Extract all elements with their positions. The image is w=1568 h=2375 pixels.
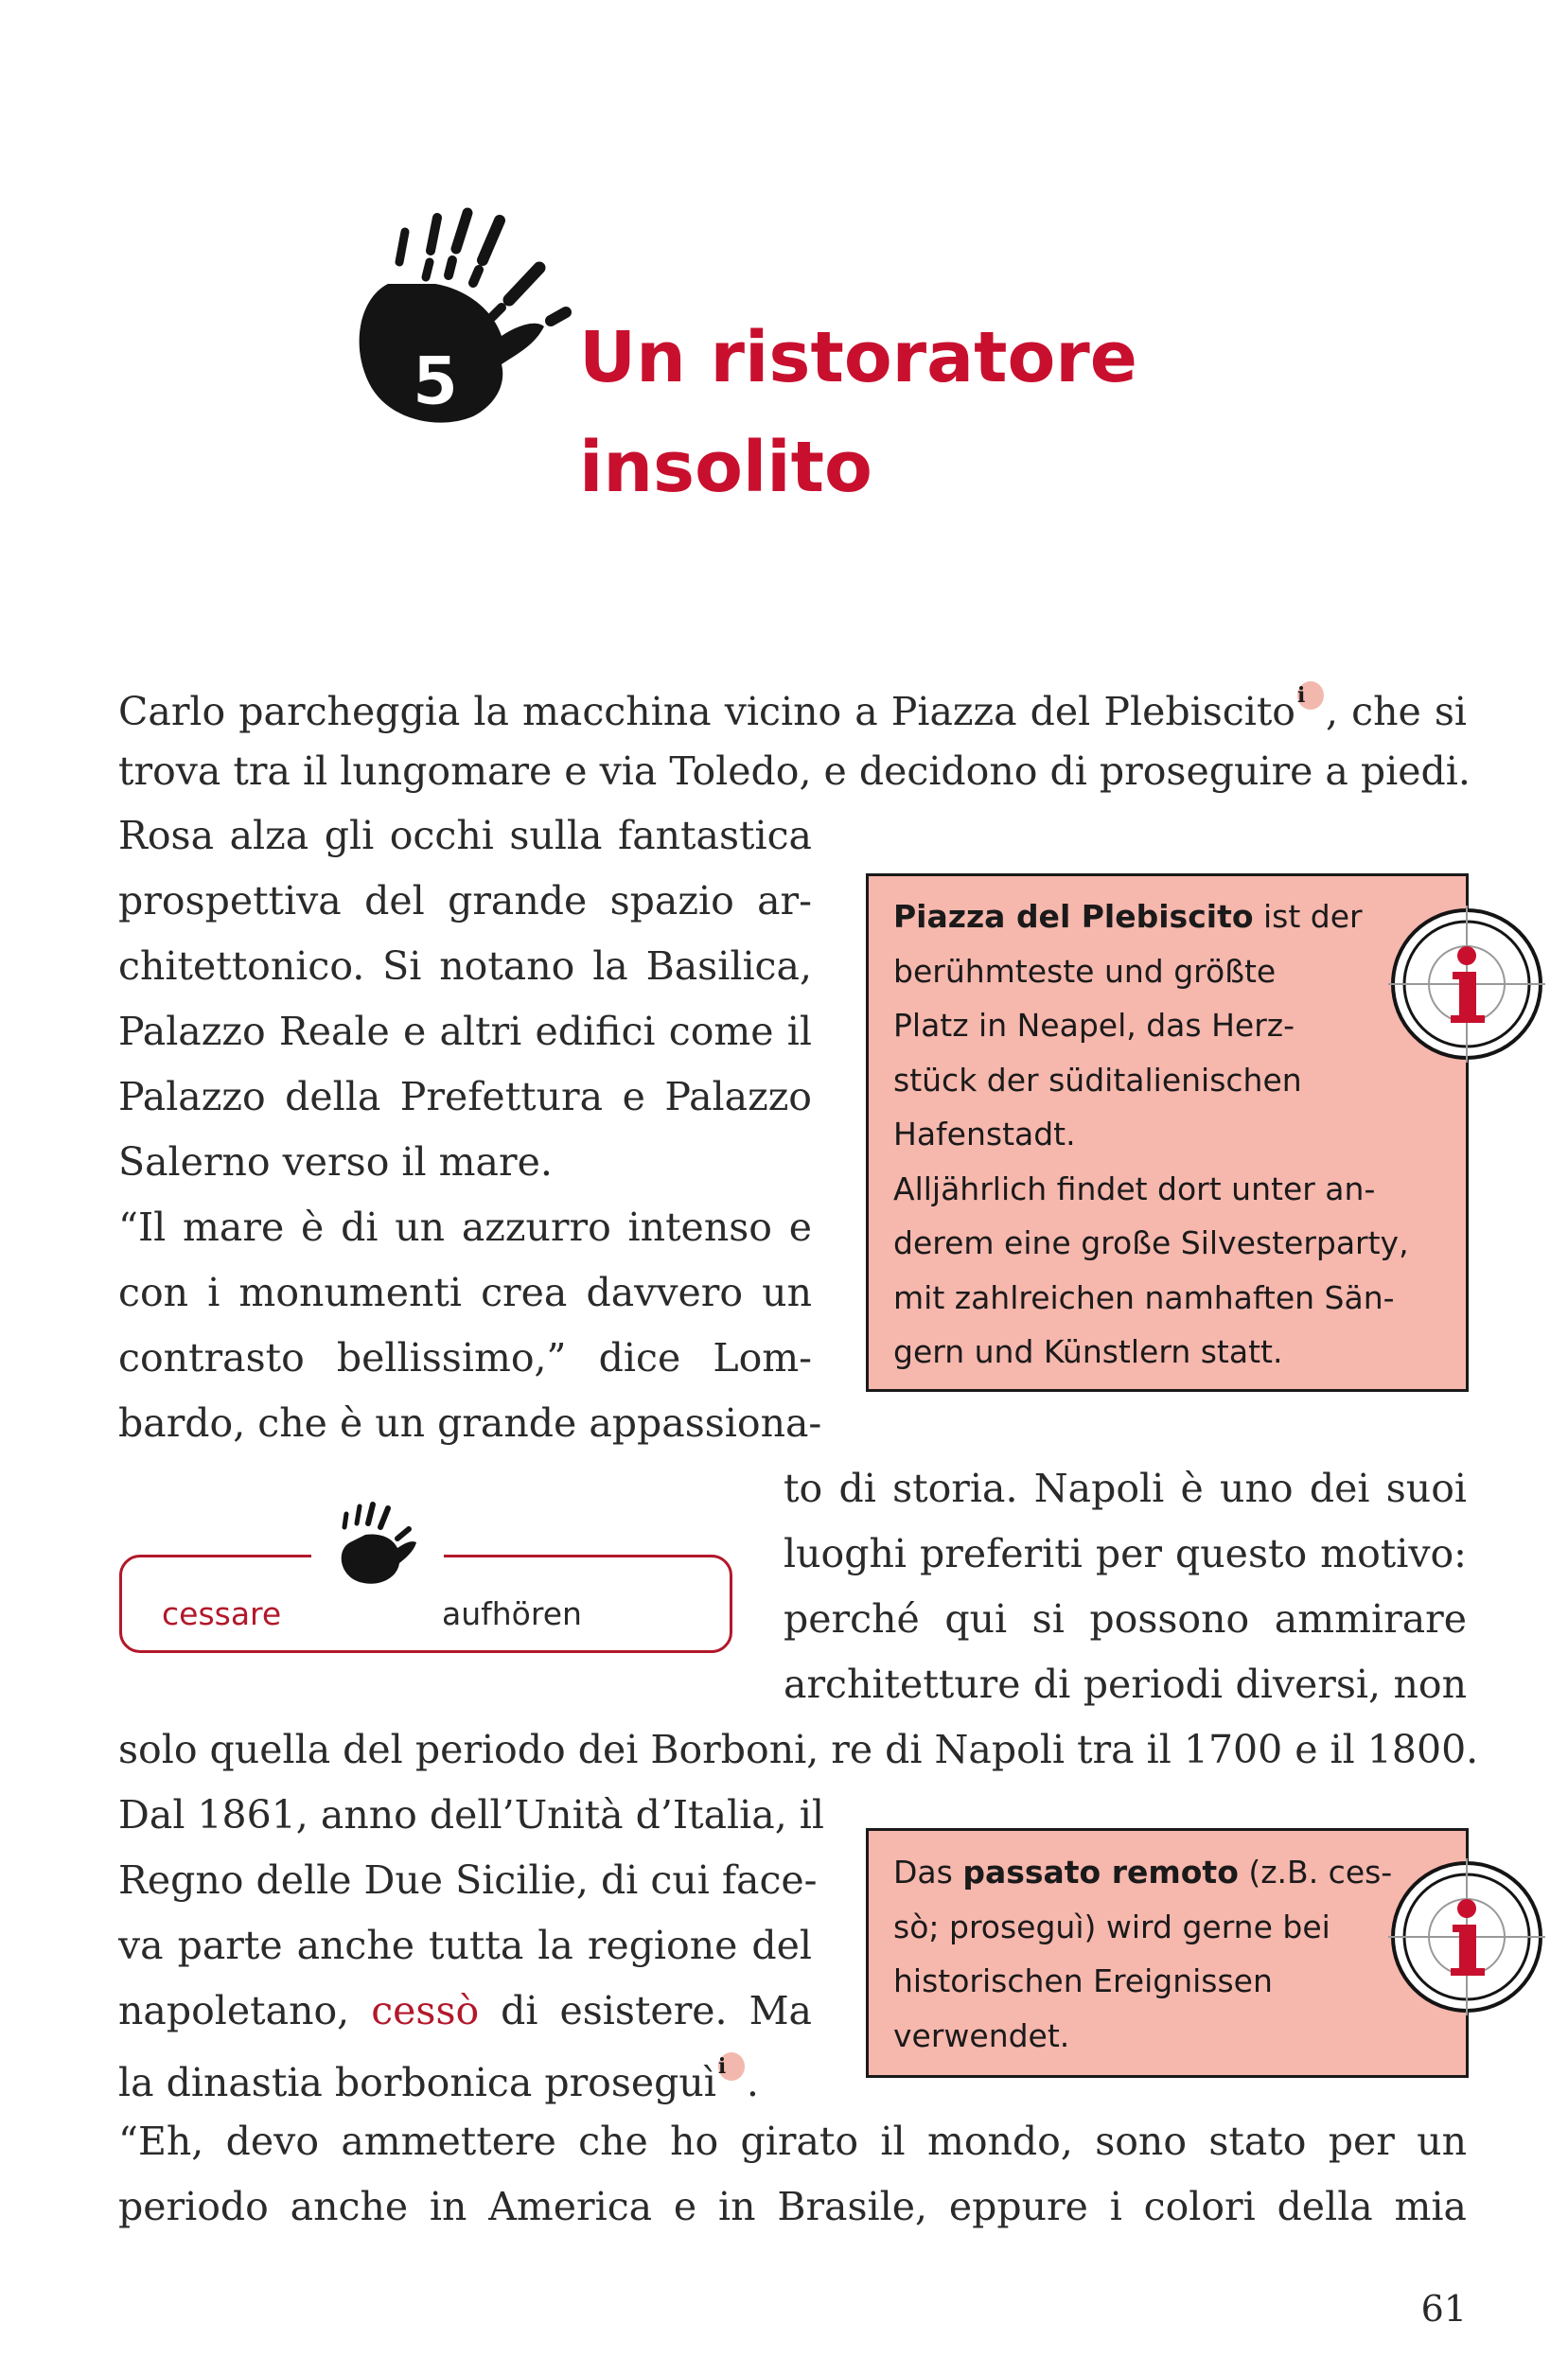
body-line: chitettonico. Si notano la Basilica, <box>118 943 812 989</box>
chapter-title-line2: insolito <box>579 427 872 508</box>
body-line: Dal 1861, anno dell’Unità d’Italia, il <box>118 1792 824 1838</box>
body-line: luoghi preferiti per questo motivo: <box>784 1531 1467 1576</box>
info-box-passato-remoto-text: Das passato remoto (z.B. ces- sò; proseguì) wird gerne bei historischen Ereignissen verwendet. <box>893 1854 1393 2054</box>
body-line: contrasto bellissimo,” dice Lom- <box>118 1335 812 1381</box>
page-number: 61 <box>1420 2288 1467 2330</box>
info-target-icon <box>1386 904 1547 1064</box>
body-line: Palazzo Reale e altri edifici come il <box>118 1009 812 1054</box>
body-line: Carlo parcheggia la macchina vicino a Piazza del Plebiscitoi , che si <box>118 683 1467 734</box>
chapter-title-line1: Un ristoratore <box>579 317 1137 398</box>
body-line: la dinastia borbonica proseguìi . <box>118 2054 759 2105</box>
info-superscript-icon: i <box>718 2052 745 2081</box>
chapter-title <box>579 303 1137 522</box>
body-line: con i monumenti crea davvero un <box>118 1270 812 1315</box>
body-line: trova tra il lungomare e via Toledo, e decidono di proseguire a piedi. <box>118 748 1471 794</box>
body-line: periodo anche in America e in Brasile, eppure i colori della mia <box>118 2184 1467 2229</box>
body-line: va parte anche tutta la regione del <box>118 1923 812 1968</box>
body-line: prospettiva del grande spazio ar- <box>118 878 812 924</box>
vocab-german: aufhören <box>442 1595 582 1632</box>
info-target-icon <box>1386 1856 1547 2017</box>
body-line: bardo, che è un grande appassiona- <box>118 1400 822 1446</box>
info-box-piazza-text: Piazza del Plebiscito ist der berühmteste und größte Platz in Neapel, das Herz- stück der süditalienischen Hafenstadt. Alljährlich findet dort unter an- derem eine große Silvesterparty, mit zahlreichen namhaften Sän- gern und Künstlern statt. <box>893 898 1409 1370</box>
body-line: “Eh, devo ammettere che ho girato il mondo, sono stato per un <box>118 2119 1467 2164</box>
handprint-icon <box>322 1495 426 1590</box>
body-line: perché qui si possono ammirare <box>784 1596 1467 1642</box>
body-line: “Il mare è di un azzurro intenso e <box>118 1205 812 1250</box>
body-line: Palazzo della Prefettura e Palazzo <box>118 1074 812 1119</box>
body-line: architetture di periodi diversi, non <box>784 1662 1467 1707</box>
chapter-number: 5 <box>412 343 459 420</box>
vocab-box <box>119 1555 732 1653</box>
body-line: Regno delle Due Sicilie, di cui face- <box>118 1857 818 1903</box>
body-line: napoletano, cessò di esistere. Ma <box>118 1988 812 2033</box>
body-line: solo quella del periodo dei Borboni, re di Napoli tra il 1700 e il 1800. <box>118 1727 1479 1772</box>
body-line: Rosa alza gli occhi sulla fantastica <box>118 813 812 858</box>
info-superscript-icon: i <box>1297 681 1324 710</box>
vocab-italian: cessare <box>162 1595 282 1632</box>
body-line: to di storia. Napoli è uno dei suoi <box>784 1466 1467 1511</box>
handprint-icon <box>350 194 606 431</box>
body-line: Salerno verso il mare. <box>118 1139 553 1185</box>
vocab-highlight: cessò <box>371 1988 480 2033</box>
